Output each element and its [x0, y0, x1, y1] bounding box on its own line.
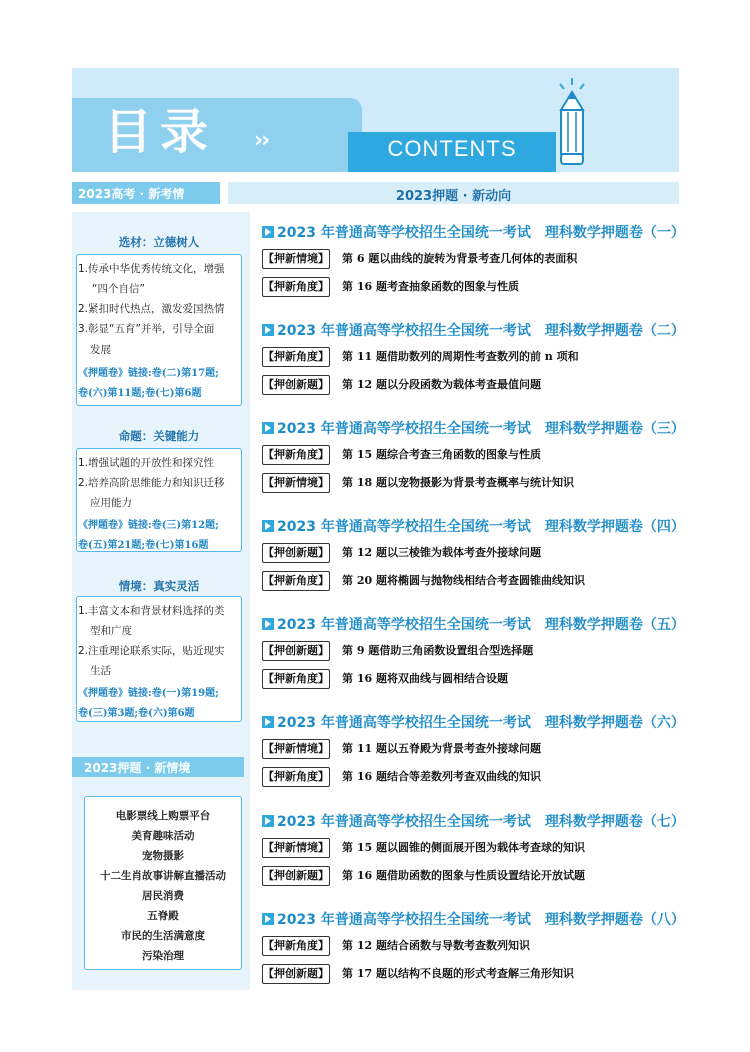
scene-item: 十二生肖故事讲解直播活动 [100, 870, 226, 882]
box-line: 应用能力 [90, 497, 132, 509]
box-link: 《押题卷》链接:卷(三)第12题; [78, 520, 219, 531]
item-tag: 【押新角度】 [262, 445, 330, 465]
item-tag: 【押创新题】 [262, 964, 330, 984]
box-link: 《押题卷》链接:卷(一)第19题; [78, 688, 219, 699]
section-bar-right-label: 2023押题 · 新动向 [395, 189, 512, 204]
item-text: 第 18 题以宠物摄影为背景考查概率与统计知识 [342, 476, 574, 489]
item-text: 第 9 题借助三角函数设置组合型选择题 [342, 644, 534, 657]
item-tag: 【押创新题】 [262, 375, 330, 395]
item-tag: 【押新情境】 [262, 838, 330, 858]
item-tag: 【押新情境】 [262, 473, 330, 493]
box-link: 卷(六)第11题;卷(七)第6题 [78, 388, 202, 399]
item-text: 第 16 题考查抽象函数的图象与性质 [342, 280, 519, 293]
box-line: 生活 [90, 665, 111, 677]
box-link: 《押题卷》链接:卷(二)第17题; [78, 368, 219, 379]
box-line: 2.紧扣时代热点，激发爱国热情 [78, 303, 225, 315]
box-line: 型和广度 [90, 625, 132, 637]
scene-item: 污染治理 [142, 950, 184, 962]
item-tag: 【押新角度】 [262, 571, 330, 591]
section-title-text: 2023 年普通高等学校招生全国统一考试 理科数学押题卷（七） [277, 814, 685, 830]
box-heading: 情境：真实灵活 [118, 579, 200, 593]
section-title-6[interactable] [262, 712, 685, 732]
scene-item: 居民消费 [142, 890, 184, 902]
item-text: 第 12 题结合函数与导数考查数列知识 [342, 939, 530, 952]
scene-item: 市民的生活满意度 [121, 930, 205, 942]
item-tag: 【押新角度】 [262, 767, 330, 787]
section-title-7[interactable] [262, 811, 685, 831]
item-tag: 【押新情境】 [262, 739, 330, 759]
item-text: 第 11 题借助数列的周期性考查数列的前 n 项和 [342, 350, 579, 363]
pencil-icon [552, 76, 592, 168]
box-link: 卷(五)第21题;卷(七)第16题 [78, 540, 209, 551]
item-text: 第 16 题将双曲线与圆相结合设题 [342, 672, 508, 685]
item-tag: 【押新情境】 [262, 249, 330, 269]
item-tag: 【押创新题】 [262, 543, 330, 563]
item-text: 第 20 题将椭圆与抛物线相结合考查圆锥曲线知识 [342, 574, 585, 587]
section-title-text: 2023 年普通高等学校招生全国统一考试 理科数学押题卷（二） [277, 323, 685, 339]
box-line: “四个自信” [92, 283, 145, 295]
section-title-5[interactable] [262, 614, 685, 634]
item-text: 第 12 题以分段函数为载体考查最值问题 [342, 378, 541, 391]
section-bar-scenes-label: 2023押题 · 新情境 [84, 761, 191, 775]
section-title-text: 2023 年普通高等学校招生全国统一考试 理科数学押题卷（八） [277, 912, 685, 928]
section-title-1[interactable] [262, 222, 685, 242]
play-icon [262, 913, 274, 925]
box-line: 2.培养高阶思维能力和知识迁移 [78, 477, 225, 489]
item-text: 第 16 题结合等差数列考查双曲线的知识 [342, 770, 541, 783]
contents-label: CONTENTS [387, 136, 517, 161]
item-text: 第 12 题以三棱锥为载体考查外接球问题 [342, 546, 541, 559]
section-title-text: 2023 年普通高等学校招生全国统一考试 理科数学押题卷（六） [277, 715, 685, 731]
scene-item: 美育趣味活动 [131, 830, 195, 842]
box-link: 卷(三)第3题;卷(六)第6题 [78, 708, 195, 719]
page-title: 目录 [104, 104, 217, 160]
item-tag: 【押新角度】 [262, 936, 330, 956]
play-icon [262, 422, 274, 434]
item-tag: 【押创新题】 [262, 641, 330, 661]
chevron-right-icon: ›› [254, 128, 269, 153]
item-text: 第 11 题以五脊殿为背景考查外接球问题 [342, 742, 541, 755]
box-heading: 命题：关键能力 [118, 429, 200, 443]
item-text: 第 6 题以曲线的旋转为背景考查几何体的表面积 [342, 252, 578, 265]
item-text: 第 17 题以结构不良题的形式考查解三角形知识 [342, 967, 574, 980]
item-tag: 【押新角度】 [262, 277, 330, 297]
item-tag: 【押新角度】 [262, 347, 330, 367]
box-line: 3.彰显“五育”并举，引导全面 [78, 323, 215, 335]
section-title-3[interactable] [262, 418, 685, 438]
scene-item: 五脊殿 [147, 910, 179, 922]
box-line: 发展 [90, 344, 111, 356]
scene-item: 宠物摄影 [142, 850, 184, 862]
section-title-8[interactable] [262, 909, 685, 929]
play-icon [262, 716, 274, 728]
play-icon [262, 324, 274, 336]
item-tag: 【押创新题】 [262, 866, 330, 886]
play-icon [262, 520, 274, 532]
section-title-text: 2023 年普通高等学校招生全国统一考试 理科数学押题卷（三） [277, 421, 685, 437]
box-line: 1.传承中华优秀传统文化，增强 [78, 263, 225, 275]
scene-item: 电影票线上购票平台 [115, 810, 211, 822]
box-line: 1.丰富文本和背景材料选择的类 [78, 605, 225, 617]
section-title-text: 2023 年普通高等学校招生全国统一考试 理科数学押题卷（一） [277, 225, 685, 241]
play-icon [262, 226, 274, 238]
item-text: 第 16 题借助函数的图象与性质设置结论开放试题 [342, 869, 585, 882]
box-line: 2.注重理论联系实际，贴近现实 [78, 645, 225, 657]
section-title-text: 2023 年普通高等学校招生全国统一考试 理科数学押题卷（五） [277, 617, 685, 633]
play-icon [262, 815, 274, 827]
item-text: 第 15 题以圆锥的侧面展开图为载体考查球的知识 [342, 841, 585, 854]
item-tag: 【押新角度】 [262, 669, 330, 689]
section-title-2[interactable] [262, 320, 685, 340]
item-text: 第 15 题综合考查三角函数的图象与性质 [342, 448, 541, 461]
section-bar-left-label: 2023高考 · 新考情 [78, 187, 185, 201]
box-heading: 选材：立德树人 [118, 235, 200, 249]
box-line: 1.增强试题的开放性和探究性 [78, 457, 215, 469]
section-title-4[interactable] [262, 516, 685, 536]
play-icon [262, 618, 274, 630]
section-title-text: 2023 年普通高等学校招生全国统一考试 理科数学押题卷（四） [277, 519, 685, 535]
